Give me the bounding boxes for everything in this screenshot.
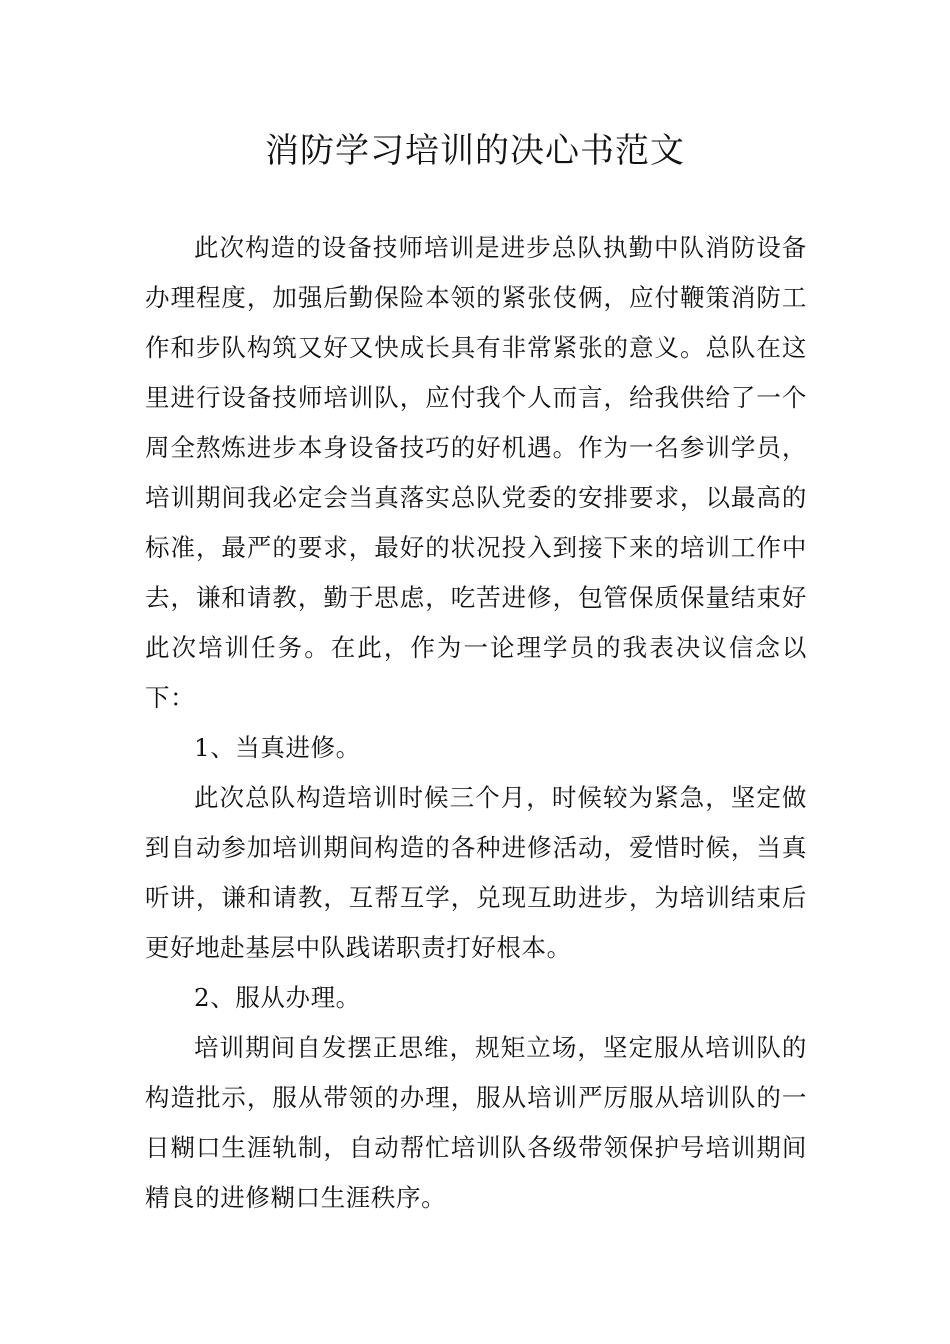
document-body bbox=[145, 223, 807, 1223]
section-heading-1: 1、当真进修。 bbox=[194, 733, 361, 762]
section-1-paragraph: 此次总队构造培训时候三个月，时候较为紧急，坚定做到自动参加培训期间构造的各种进修活动，爱惜时候，当真听讲，谦和请教，互帮互学，兑现互助进步，为培训结束后更好地赴基层中队践诺职责打好根本。 bbox=[145, 783, 807, 962]
document-title: 消防学习培训的决心书范文 bbox=[265, 131, 685, 171]
section-heading-2: 2、服从办理。 bbox=[194, 983, 361, 1012]
intro-paragraph: 此次构造的设备技师培训是进步总队执勤中队消防设备办理程度，加强后勤保险本领的紧张伎俩，应付鞭策消防工作和步队构筑又好又快成长具有非常紧张的意义。总队在这里进行设备技师培训队，应付我个人而言，给我供给了一个周全熬炼进步本身设备技巧的好机遇。作为一名参训学员，培训期间我必定会当真落实总队党委的安排要求，以最高的标准，最严的要求，最好的状况投入到接下来的培训工作中去，谦和请教，勤于思虑，吃苦进修，包管保质保量结束好此次培训任务。在此，作为一论理学员的我表决议信念以下： bbox=[145, 233, 807, 712]
section-2-paragraph: 培训期间自发摆正思维，规矩立场，坚定服从培训队的构造批示，服从带领的办理，服从培训严厉服从培训队的一日糊口生涯轨制，自动帮忙培训队各级带领保护号培训期间精良的进修糊口生涯秩序。 bbox=[145, 1033, 807, 1212]
